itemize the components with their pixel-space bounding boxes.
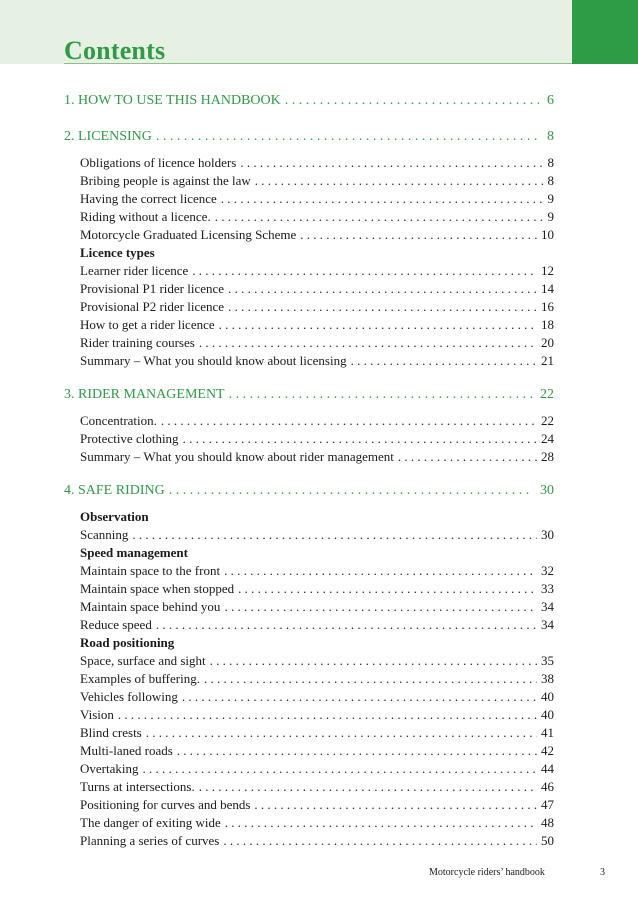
entry-page-number: 47: [541, 797, 554, 812]
toc-subheading: Road positioning: [80, 635, 175, 650]
toc-entry[interactable]: [80, 226, 554, 244]
dot-leader: [199, 778, 537, 796]
toc-entry[interactable]: [80, 562, 554, 580]
footer-page-number: 3: [600, 867, 605, 878]
entry-title: Maintain space to the front: [80, 563, 221, 578]
dot-leader: [169, 480, 532, 502]
dot-leader: [398, 448, 537, 466]
entry-page-number: 24: [541, 431, 554, 446]
entry-page-number: 35: [541, 653, 554, 668]
entry-page-number: 14: [541, 281, 554, 296]
entry-title: Having the correct licence: [80, 191, 217, 206]
dot-leader: [223, 832, 537, 850]
toc-section-heading[interactable]: [64, 480, 554, 502]
entry-title: Summary – What you should know about rider management: [80, 449, 394, 464]
dot-leader: [228, 298, 537, 316]
entry-page-number: 9: [547, 209, 554, 224]
toc-entry[interactable]: [80, 796, 554, 814]
dot-leader: [285, 90, 539, 112]
toc-section: [64, 126, 554, 370]
entry-title: Bribing people is against the law: [80, 173, 251, 188]
toc-section-heading[interactable]: [64, 90, 554, 112]
toc-entry[interactable]: [80, 670, 554, 688]
corner-tab: [572, 0, 638, 64]
toc-entry[interactable]: [80, 334, 554, 352]
toc-entry[interactable]: [80, 616, 554, 634]
entry-title: How to get a rider licence: [80, 317, 215, 332]
dot-leader: [228, 280, 537, 298]
toc-entry[interactable]: [80, 688, 554, 706]
dot-leader: [146, 724, 537, 742]
entry-title: Obligations of licence holders: [80, 155, 237, 170]
entry-title: Summary – What you should know about licensing: [80, 353, 347, 368]
dot-leader: [215, 208, 544, 226]
section-title: 4. SAFE RIDING: [64, 483, 165, 498]
dot-leader: [229, 384, 532, 406]
entry-page-number: 18: [541, 317, 554, 332]
toc-entry[interactable]: [80, 412, 554, 430]
section-page-number: 8: [547, 129, 554, 144]
entry-title: Rider training courses: [80, 335, 195, 350]
entry-page-number: 42: [541, 743, 554, 758]
entry-page-number: 32: [541, 563, 554, 578]
entry-title: Riding without a licence.: [80, 209, 211, 224]
entry-title: The danger of exiting wide: [80, 815, 221, 830]
entry-title: Multi-laned roads: [80, 743, 173, 758]
toc-entry[interactable]: [80, 526, 554, 544]
toc-subheading: Observation: [80, 509, 149, 524]
entry-title: Protective clothing: [80, 431, 179, 446]
entry-title: Learner rider licence: [80, 263, 189, 278]
entry-title: Maintain space behind you: [80, 599, 221, 614]
dot-leader: [210, 652, 537, 670]
page-title: Contents: [64, 36, 166, 65]
dot-leader: [192, 262, 537, 280]
dot-leader: [156, 616, 537, 634]
toc-entry[interactable]: [80, 742, 554, 760]
entry-title: Concentration.: [80, 413, 157, 428]
dot-leader: [240, 154, 543, 172]
entry-page-number: 41: [541, 725, 554, 740]
toc-entry[interactable]: [80, 172, 554, 190]
entry-page-number: 8: [547, 173, 554, 188]
section-title: 2. LICENSING: [64, 129, 152, 144]
dot-leader: [156, 126, 539, 148]
entry-title: Examples of buffering.: [80, 671, 200, 686]
entry-title: Positioning for curves and bends: [80, 797, 251, 812]
entry-page-number: 46: [541, 779, 554, 794]
toc-entry[interactable]: [80, 298, 554, 316]
toc-entry[interactable]: [80, 430, 554, 448]
entry-title: Scanning: [80, 527, 129, 542]
toc-section: [64, 90, 554, 112]
dot-leader: [204, 670, 537, 688]
entry-page-number: 34: [541, 599, 554, 614]
entry-page-number: 33: [541, 581, 554, 596]
dot-leader: [182, 688, 537, 706]
entry-title: Motorcycle Graduated Licensing Scheme: [80, 227, 297, 242]
toc-section-heading[interactable]: [64, 384, 554, 406]
entry-title: Turns at intersections.: [80, 779, 195, 794]
toc-entry[interactable]: [80, 814, 554, 832]
entry-title: Space, surface and sight: [80, 653, 206, 668]
footer-title: Motorcycle riders’ handbook: [429, 867, 545, 878]
section-page-number: 6: [547, 93, 554, 108]
entry-page-number: 44: [541, 761, 554, 776]
toc-entry[interactable]: [80, 778, 554, 796]
entry-page-number: 8: [547, 155, 554, 170]
toc-entry[interactable]: [80, 208, 554, 226]
dot-leader: [142, 760, 537, 778]
entry-page-number: 20: [541, 335, 554, 350]
toc-entry[interactable]: [80, 724, 554, 742]
entry-page-number: 28: [541, 449, 554, 464]
entry-page-number: 12: [541, 263, 554, 278]
entry-title: Planning a series of curves: [80, 833, 220, 848]
entry-title: Provisional P1 rider licence: [80, 281, 225, 296]
toc-entry[interactable]: [80, 154, 554, 172]
toc-subheading: Licence types: [80, 245, 155, 260]
toc-entry[interactable]: [80, 832, 554, 850]
section-page-number: 30: [540, 483, 554, 498]
entry-title: Overtaking: [80, 761, 139, 776]
toc-section: [64, 480, 554, 850]
entry-title: Vehicles following: [80, 689, 178, 704]
entry-title: Maintain space when stopped: [80, 581, 235, 596]
entry-page-number: 38: [541, 671, 554, 686]
dot-leader: [224, 562, 537, 580]
entry-page-number: 40: [541, 689, 554, 704]
toc-entry[interactable]: [80, 580, 554, 598]
dot-leader: [351, 352, 537, 370]
entry-page-number: 10: [541, 227, 554, 242]
dot-leader: [132, 526, 537, 544]
dot-leader: [177, 742, 537, 760]
toc-section: [64, 384, 554, 466]
table-of-contents: [64, 90, 554, 864]
entry-title: Vision: [80, 707, 114, 722]
entry-page-number: 30: [541, 527, 554, 542]
dot-leader: [199, 334, 537, 352]
toc-entry[interactable]: [80, 262, 554, 280]
entry-page-number: 50: [541, 833, 554, 848]
toc-entry[interactable]: [80, 280, 554, 298]
entry-page-number: 34: [541, 617, 554, 632]
entry-page-number: 22: [541, 413, 554, 428]
entry-page-number: 21: [541, 353, 554, 368]
entry-page-number: 16: [541, 299, 554, 314]
section-title: 3. RIDER MANAGEMENT: [64, 387, 225, 402]
entry-page-number: 40: [541, 707, 554, 722]
dot-leader: [255, 172, 544, 190]
dot-leader: [118, 706, 537, 724]
toc-entry[interactable]: [80, 706, 554, 724]
entry-page-number: 9: [547, 191, 554, 206]
toc-entry[interactable]: [80, 652, 554, 670]
dot-leader: [225, 814, 537, 832]
toc-subheading: Speed management: [80, 545, 188, 560]
toc-entry[interactable]: [80, 190, 554, 208]
dot-leader: [183, 430, 537, 448]
toc-entry[interactable]: [80, 448, 554, 466]
dot-leader: [224, 598, 537, 616]
dot-leader: [238, 580, 537, 598]
section-page-number: 22: [540, 387, 554, 402]
toc-section-heading[interactable]: [64, 126, 554, 148]
toc-entry[interactable]: [80, 760, 554, 778]
dot-leader: [300, 226, 537, 244]
dot-leader: [219, 316, 537, 334]
toc-entry[interactable]: [80, 352, 554, 370]
entry-title: Reduce speed: [80, 617, 152, 632]
entry-page-number: 48: [541, 815, 554, 830]
section-title: 1. HOW TO USE THIS HANDBOOK: [64, 93, 281, 108]
dot-leader: [221, 190, 544, 208]
toc-entry[interactable]: [80, 598, 554, 616]
entry-title: Provisional P2 rider licence: [80, 299, 225, 314]
toc-entry[interactable]: [80, 316, 554, 334]
dot-leader: [161, 412, 537, 430]
entry-title: Blind crests: [80, 725, 142, 740]
dot-leader: [254, 796, 537, 814]
